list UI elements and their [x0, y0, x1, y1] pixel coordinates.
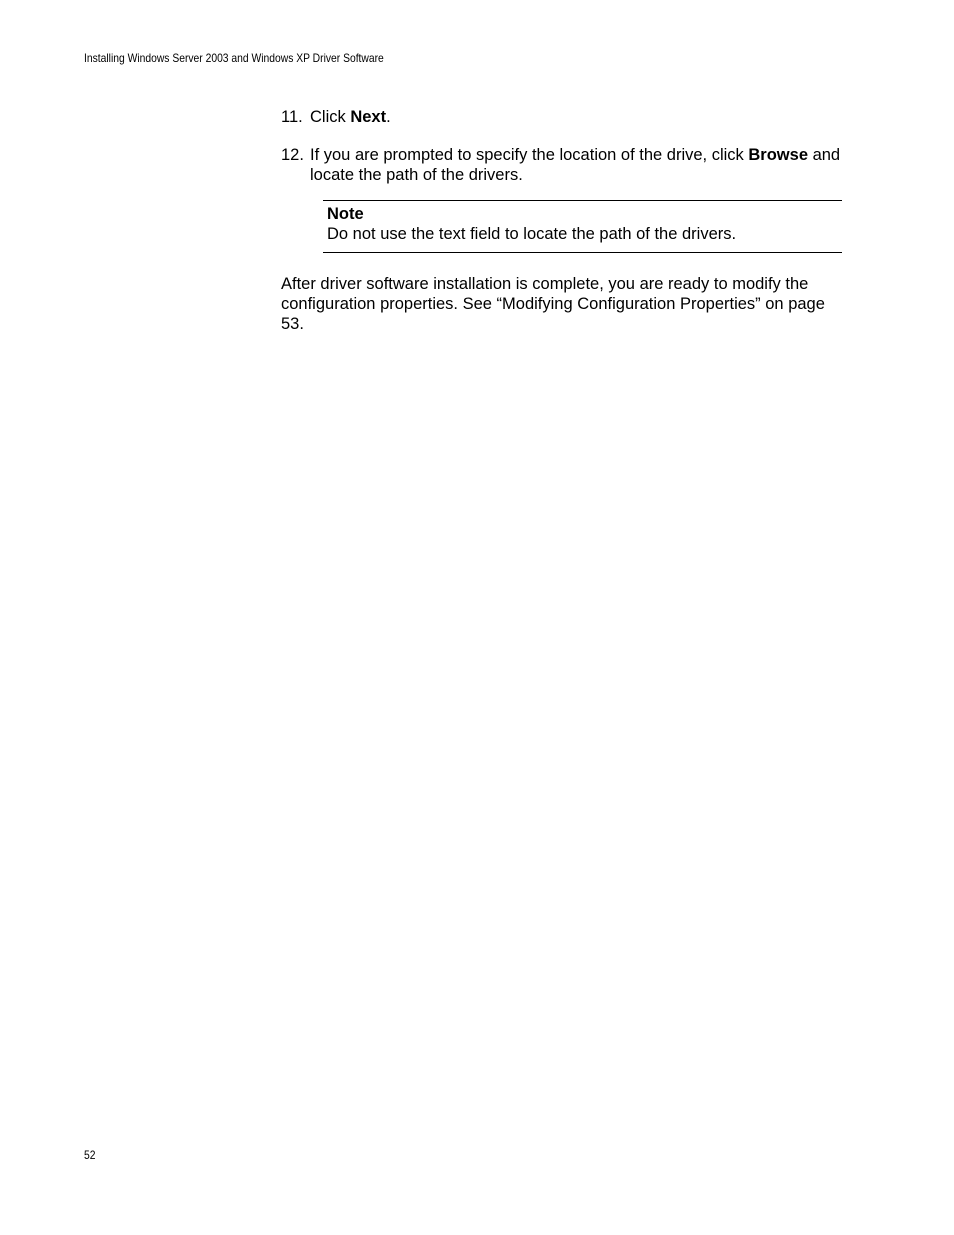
- step-bold-term: Next: [350, 108, 387, 126]
- body-paragraph: After driver software installation is complete, you are ready to modify the configuration properties. See “Modifying Configuration Properties” on page 53.: [281, 275, 825, 333]
- note-box: [323, 200, 842, 253]
- main-content: [281, 107, 843, 334]
- step-number: 11.: [281, 108, 303, 126]
- step-12: [281, 145, 843, 185]
- running-header: Installing Windows Server 2003 and Windows XP Driver Software: [84, 51, 384, 65]
- step-text: If you are prompted to specify the location of the drive, click: [310, 146, 749, 164]
- step-text-end: and locate the path of the drivers.: [310, 146, 841, 184]
- page-number: 52: [84, 1148, 96, 1162]
- note-body: Do not use the text field to locate the path of the drivers.: [327, 225, 737, 243]
- step-text: Click: [310, 108, 351, 126]
- step-11: [281, 107, 843, 127]
- step-number: 12.: [281, 146, 304, 164]
- step-bold-term: Browse: [748, 146, 808, 164]
- note-title: Note: [327, 205, 364, 223]
- step-text-end: .: [386, 108, 391, 126]
